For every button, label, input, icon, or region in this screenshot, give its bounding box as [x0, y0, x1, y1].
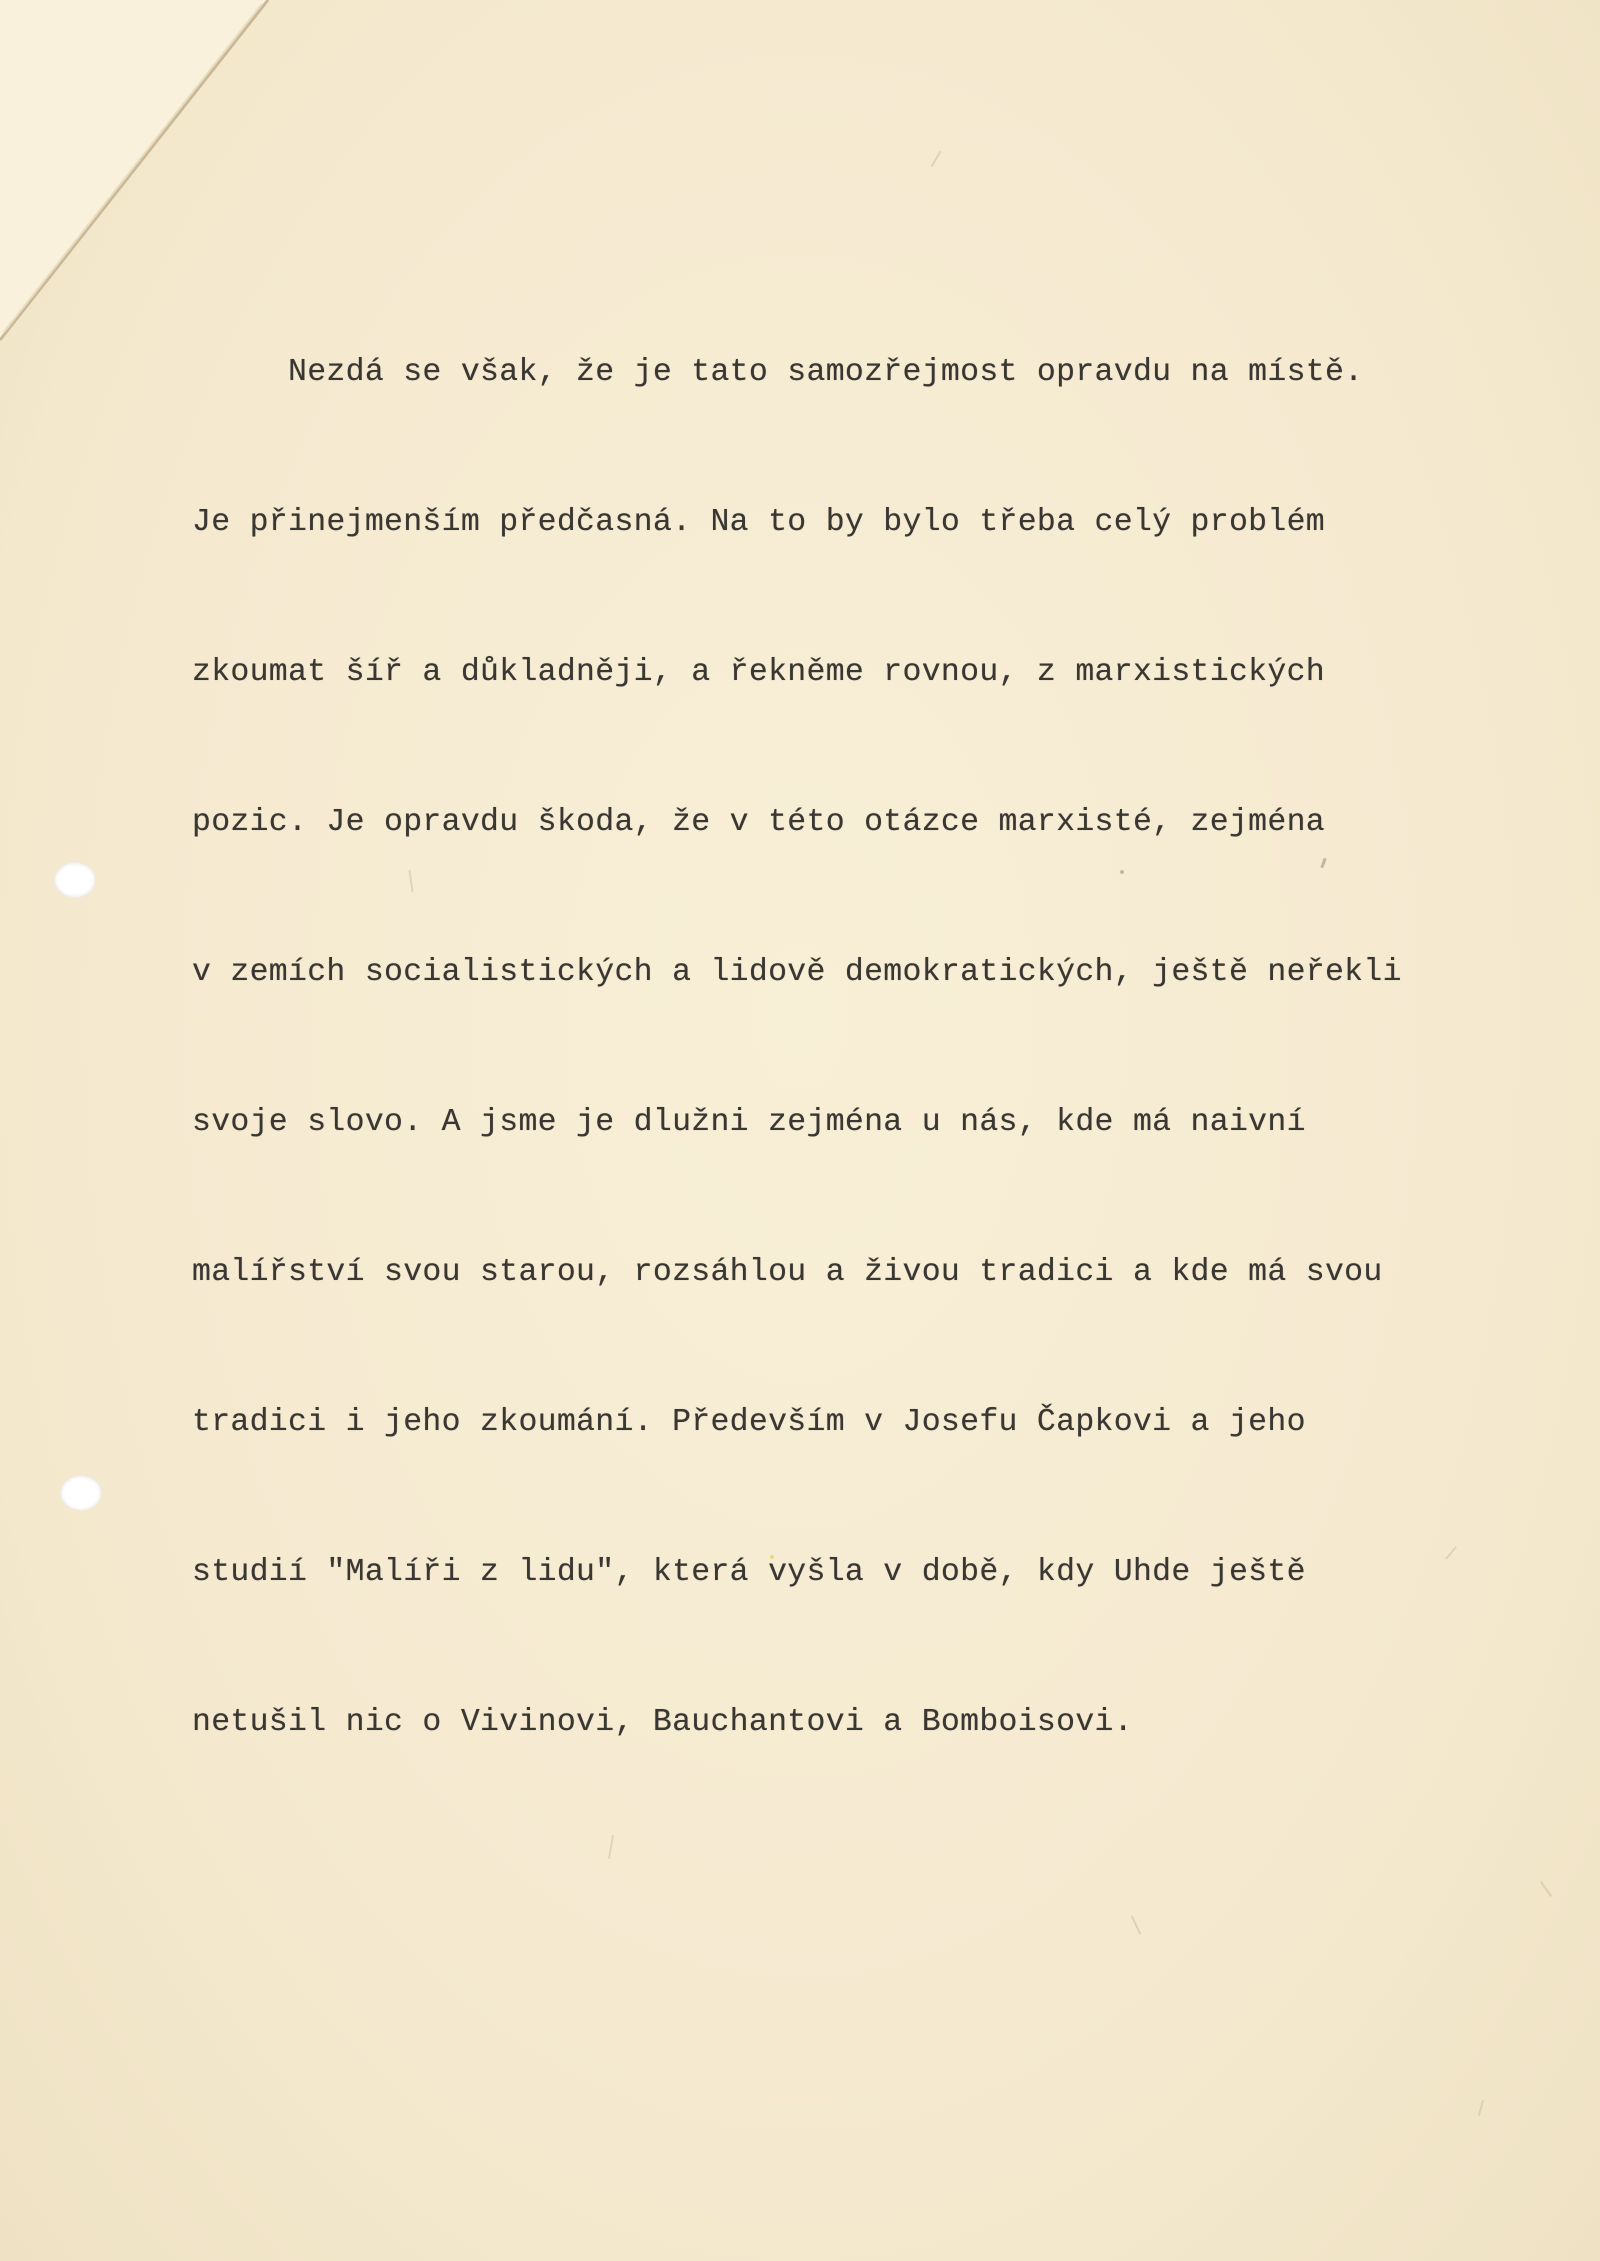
paper-fiber: [1540, 1881, 1552, 1897]
paper-fiber: [1131, 1916, 1141, 1935]
typed-paragraph: [192, 248, 1492, 1848]
text-line-9: studií "Malíři z lidu", která vyšla v době, kdy Uhde ještě: [192, 1555, 1306, 1590]
text-line-8: tradici i jeho zkoumání. Především v Josefu Čapkovi a jeho: [192, 1405, 1306, 1440]
text-line-3: zkoumat šíř a důkladněji, a řekněme rovnou, z marxistických: [192, 655, 1325, 690]
paper-fiber: [1478, 2100, 1484, 2116]
text-line-10: netušil nic o Vivinovi, Bauchantovi a Bomboisovi.: [192, 1705, 1133, 1740]
paper-fiber: [931, 151, 942, 168]
text-line-1: Nezdá se však, že je tato samozřejmost opravdu na místě.: [192, 355, 1364, 390]
text-line-4: pozic. Je opravdu škoda, že v této otázce marxisté, zejména: [192, 805, 1325, 840]
text-line-5: v zemích socialistických a lidově demokratických, ještě neřekli: [192, 955, 1402, 990]
text-line-7: malířství svou starou, rozsáhlou a živou tradici a kde má svou: [192, 1255, 1383, 1290]
text-line-2: Je přinejmenším předčasná. Na to by bylo třeba celý problém: [192, 505, 1325, 540]
punch-hole-lower: [60, 1475, 102, 1511]
text-line-6: svoje slovo. A jsme je dlužni zejména u nás, kde má naivní: [192, 1105, 1306, 1140]
punch-hole-upper: [54, 862, 96, 898]
